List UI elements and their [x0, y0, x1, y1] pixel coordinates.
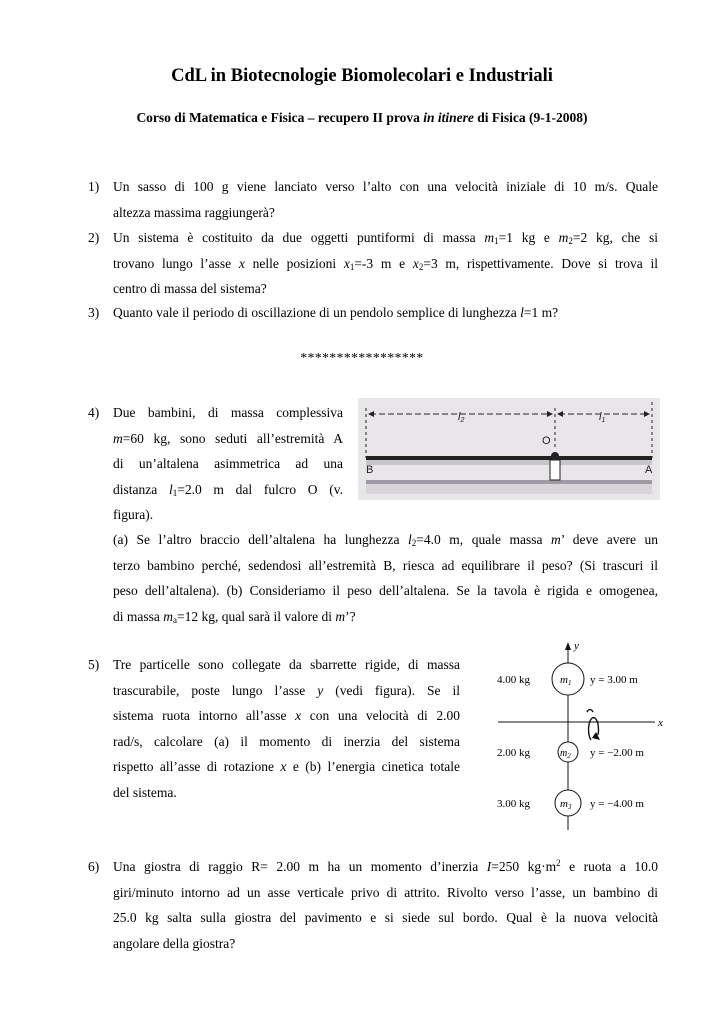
x-axis-label: x [658, 717, 663, 729]
question-4: 4) Due bambini, di massa complessiva m=60 kg, sono seduti all’estremità A di un’altalena asimmetrica ad una distanza $l_1=2.0$ m dal fulcro O (v. figura). (a) Se l’altro braccio dell’altalena ha lunghezza $l_2=4.0$ m, quale massa m’ deve avere un terzo bambino perché, sedendosi all’estremità B, riesca ad equilibrare il peso? (Si trascuri il peso dell’altalena). (b) Consideriamo il peso dell’altalena. Se la tavola è rigida e omogenea, di massa $m_a=12$ kg, qual sarà il valore di m’? [88, 400, 658, 630]
question-number: 5) [88, 657, 100, 672]
question-3: 3) Quanto vale il periodo di oscillazione di un pendolo semplice di lunghezza l=1 m? [88, 300, 658, 326]
svg-text:m1: m1 [560, 674, 572, 687]
question-5: 5) Tre particelle sono collegate da sbarrette rigide, di massa trascurabile, poste lungo l’asse y (vedi figura). Se il sistema ruota intorno all’asse x con una velocità di 2.00 rad/s, calcolare (a) il momento di inerzia del sistema rispetto all’asse di rotazione x e (b) l’energia cinetica totale del sistema. [88, 652, 478, 806]
mass2-label: 2.00 kg [497, 747, 530, 759]
question-6: 6) Una giostra di raggio R= 2.00 m ha un momento d’inerzia I=250 $kg\cdot m^2$ e ruota a 10.0 giri/minuto intorno ad un asse verticale privo di attrito. Rivolto verso l’asse, un bambino di 25.0 kg salta sulla giostra del pavimento e si siede sul bordo. Qual è la nuova velocità angolare della giostra? [88, 854, 658, 958]
particles-figure [490, 636, 670, 836]
separator: ***************** [300, 350, 424, 365]
svg-text:m2: $m_2$ [560, 748, 571, 760]
mass3-label: 3.00 kg [497, 798, 530, 810]
y-axis-label: y [574, 640, 579, 652]
page-title: CdL in Biotecnologie Biomolecolari e Industriali [171, 66, 553, 86]
pos3-label: y = −4.00 m [590, 798, 644, 810]
question-number: 1) [88, 179, 100, 194]
mass1-label: 4.00 kg [497, 674, 530, 686]
question-number: 2) [88, 230, 100, 245]
seesaw-figure [358, 398, 660, 500]
pos2-label: y = −2.00 m [590, 747, 644, 759]
l1-label: l1 [599, 411, 606, 424]
end-a-label: A [645, 464, 653, 476]
question-1: 1) Un sasso di 100 g viene lanciato verso l’alto con una velocità iniziale di 10 m/s. Quale altezza massima raggiungerà? [88, 174, 658, 226]
question-number: 3) [88, 305, 100, 320]
l2-label: l2 [458, 411, 465, 424]
question-number: 6) [88, 859, 100, 874]
question-number: 4) [88, 405, 100, 420]
question-2: 2) Un sistema è costituito da due oggetti puntiformi di massa $m_1=1$ kg e $m_2=2$ kg, che si trovano lungo l’asse x nelle posizioni $x_1=-3$ m e $x_2=3$ m, rispettivamente. Dove si trova il centro di massa del sistema? [88, 225, 658, 303]
pos1-label: y = 3.00 m [590, 674, 638, 686]
page-subtitle: Corso di Matematica e Fisica – recupero II prova in itinere di Fisica (9-1-2008) [136, 110, 588, 125]
svg-text:m3: m3 [560, 798, 572, 811]
end-b-label: B [366, 464, 374, 476]
fulcrum-label: O [542, 435, 551, 447]
